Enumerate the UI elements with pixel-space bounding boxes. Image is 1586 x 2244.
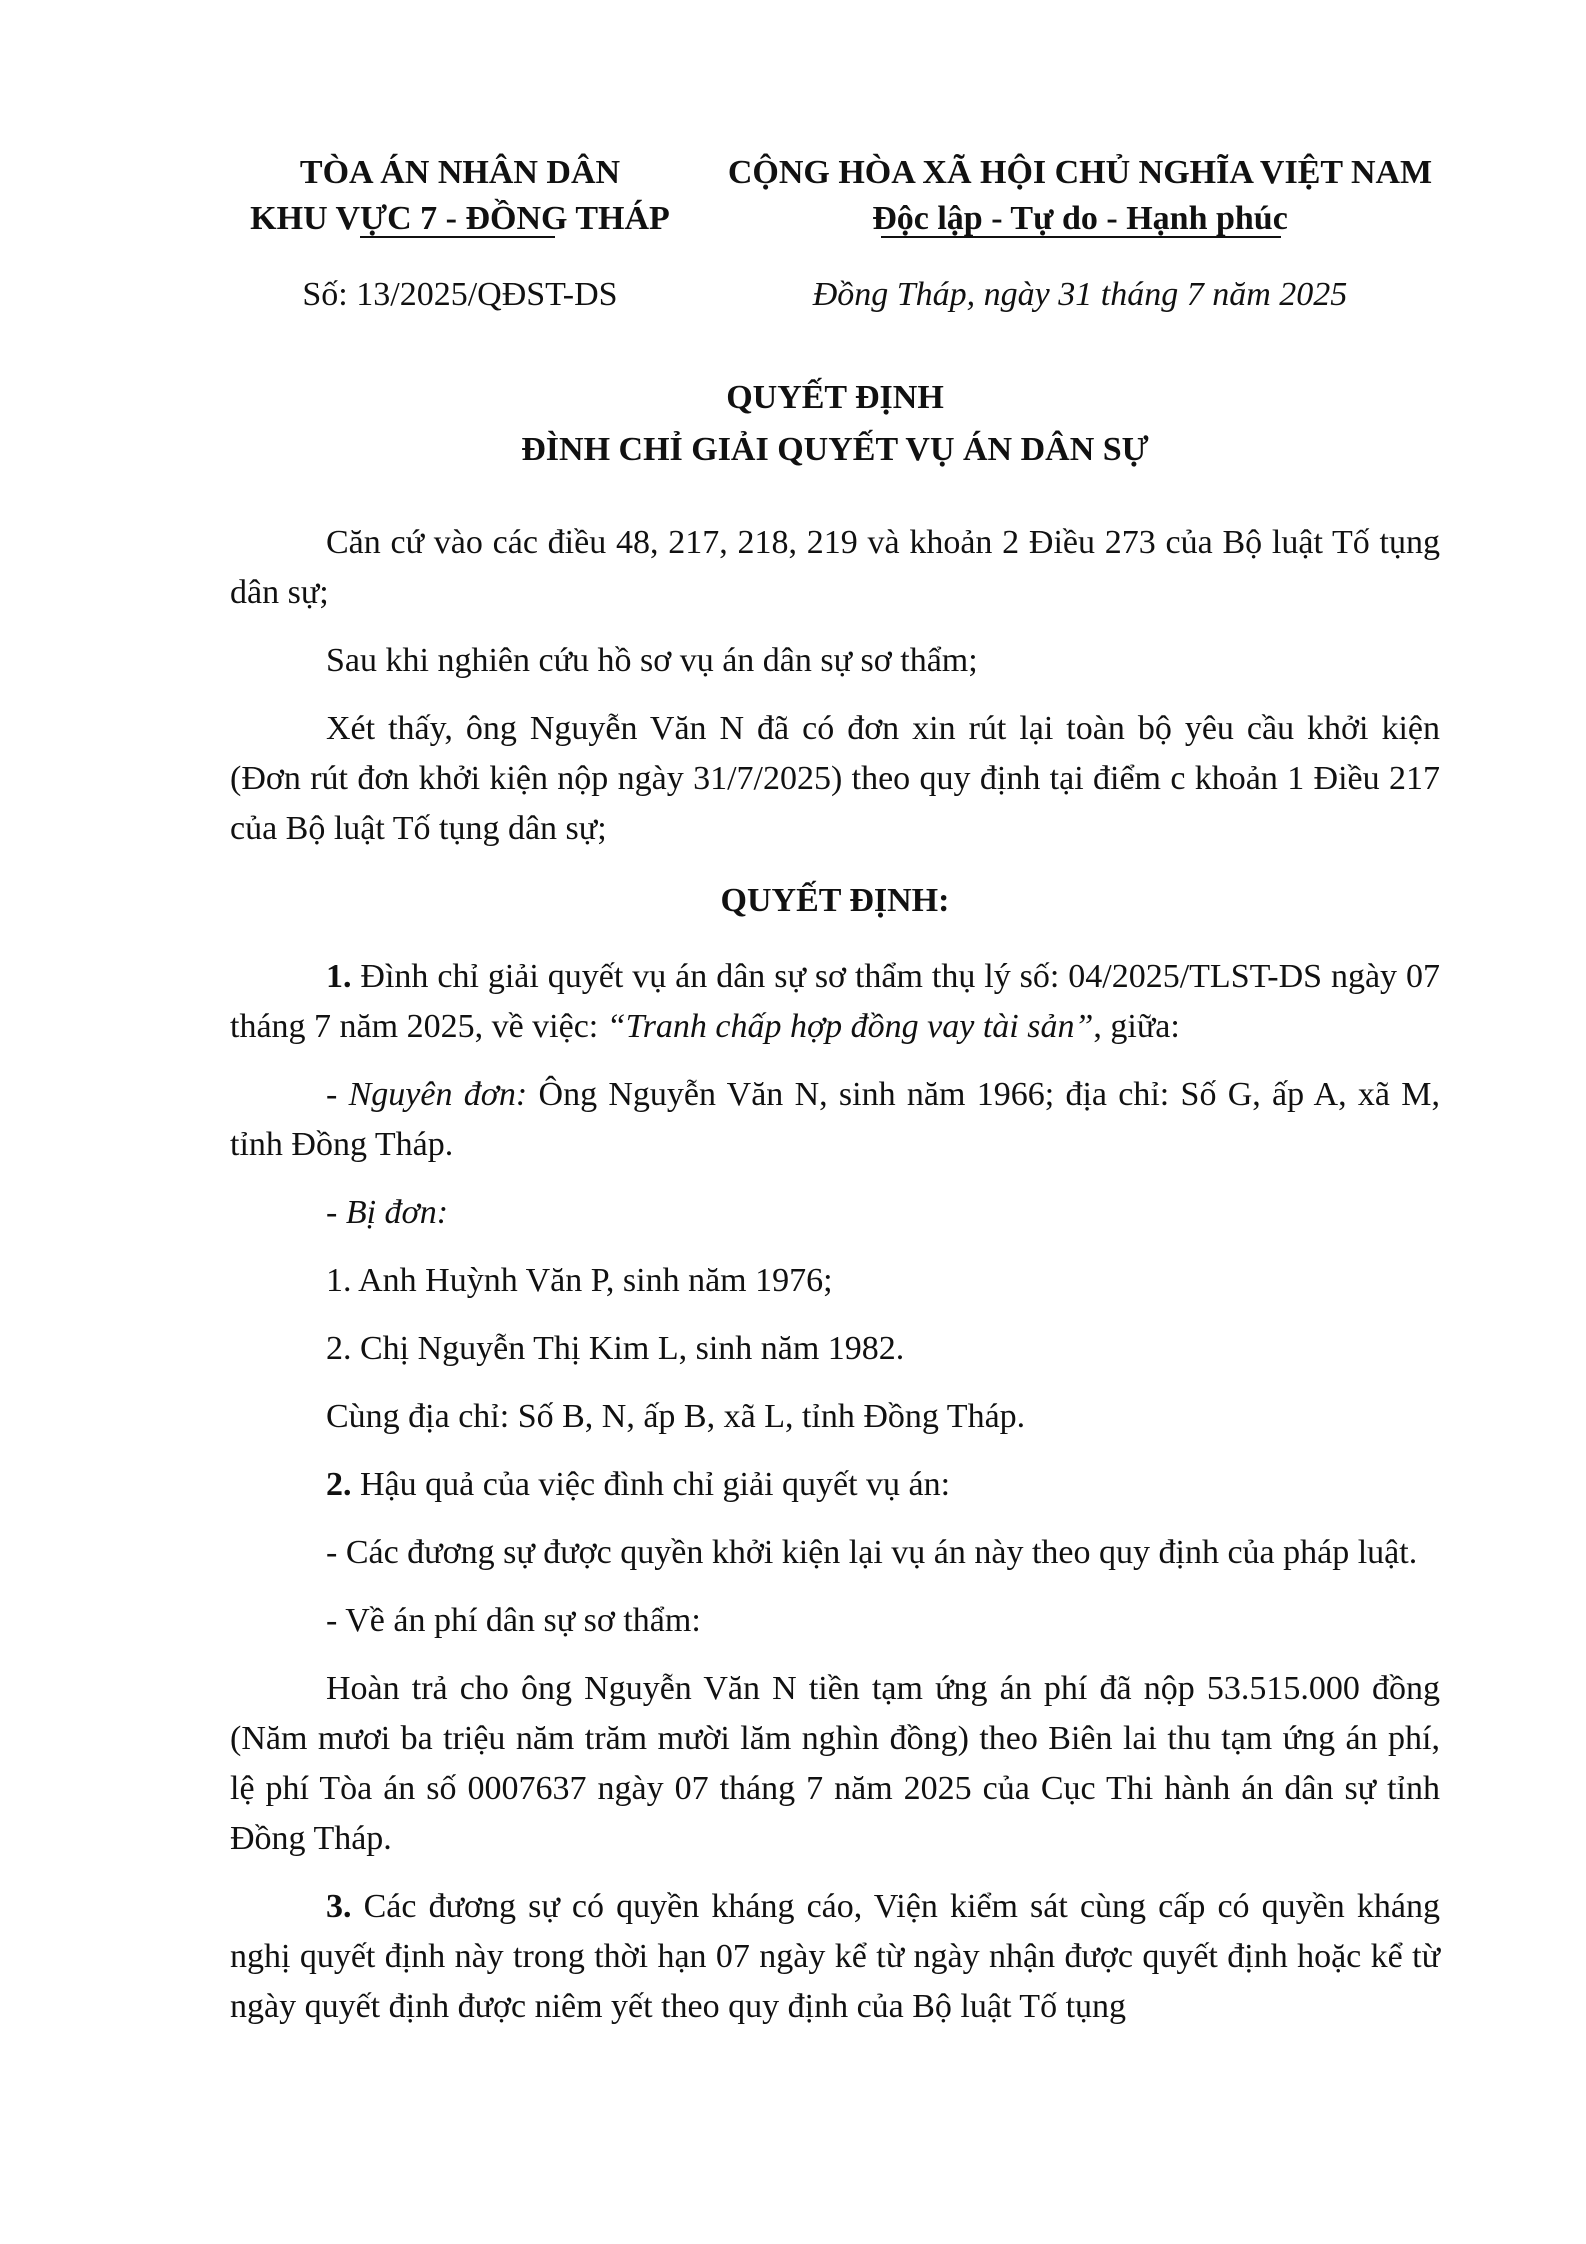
item-1-number: 1. [326,958,352,995]
item-3-number: 3. [326,1888,352,1925]
national-motto: Độc lập - Tự do - Hạnh phúc [872,200,1288,237]
national-motto-rule [881,236,1281,238]
item-1-text-a: Đình chỉ giải quyết vụ án dân sự sơ thẩm thụ lý số: 04/2025/TLST-DS ngày 07 tháng 7 năm 2025, về việc: [230,958,1440,1045]
document-body [230,518,1440,2050]
item-1-text-b: , giữa: [1093,1008,1180,1045]
defendant-label: Bị đơn: [345,1194,449,1231]
court-region: KHU VỰC 7 - ĐỒNG THÁP [250,200,670,237]
fee-refund: Hoàn trả cho ông Nguyễn Văn N tiền tạm ứng án phí đã nộp 53.515.000 đồng (Năm mươi ba triệu năm trăm mười lăm nghìn đồng) theo Biên lai thu tạm ứng án phí, lệ phí Tòa án số 0007637 ngày 07 tháng 7 năm 2025 của Cục Thi hành án dân sự tỉnh Đồng Tháp. [230,1670,1440,1857]
court-header-rule [360,236,555,238]
case-subject: “Tranh chấp hợp đồng vay tài sản” [606,1008,1094,1045]
defendant-heading [230,1188,1440,1238]
document-number: Số: 13/2025/QĐST-DS [302,276,618,313]
place-date: Đồng Tháp, ngày 31 tháng 7 năm 2025 [812,276,1348,313]
plaintiff-label: Nguyên đơn: [348,1076,528,1113]
item-2-bullet-2: - Về án phí dân sự sơ thẩm: [326,1602,701,1639]
court-name: TÒA ÁN NHÂN DÂN [299,154,621,191]
shared-address: Cùng địa chỉ: Số B, N, ấp B, xã L, tỉnh Đồng Tháp. [326,1398,1026,1435]
court-header [230,150,690,242]
title-line-1: QUYẾT ĐỊNH [726,379,944,416]
item-2-bullet-1: - Các đương sự được quyền khởi kiện lại vụ án này theo quy định của pháp luật. [326,1534,1418,1571]
item-2 [230,1460,1440,1510]
title-line-2: ĐÌNH CHỈ GIẢI QUYẾT VỤ ÁN DÂN SỰ [521,431,1149,468]
item-2-text: Hậu quả của việc đình chỉ giải quyết vụ án: [351,1466,951,1503]
defendant-2: 2. Chị Nguyễn Thị Kim L, sinh năm 1982. [326,1330,905,1367]
preamble-finding: Xét thấy, ông Nguyễn Văn N đã có đơn xin rút lại toàn bộ yêu cầu khởi kiện (Đơn rút đơn khởi kiện nộp ngày 31/7/2025) theo quy định tại điểm c khoản 1 Điều 217 của Bộ luật Tố tụng dân sự; [230,710,1440,847]
national-header [690,150,1470,242]
plaintiff-text: Ông Nguyễn Văn N, sinh năm 1966; địa chỉ: Số G, ấp A, xã M, tỉnh Đồng Tháp. [230,1076,1440,1163]
item-3 [230,1882,1440,2032]
plaintiff-dash: - [326,1076,349,1113]
decision-heading: QUYẾT ĐỊNH: [720,882,950,919]
item-3-text: Các đương sự có quyền kháng cáo, Viện kiểm sát cùng cấp có quyền kháng nghị quyết định này trong thời hạn 07 ngày kể từ ngày nhận được quyết định hoặc kể từ ngày quyết định được niêm yết theo quy định của Bộ luật Tố tụng [230,1888,1440,2025]
defendant-dash: - [326,1194,346,1231]
item-1 [230,952,1440,1052]
plaintiff [230,1070,1440,1170]
document-title [230,372,1440,476]
defendant-1: 1. Anh Huỳnh Văn P, sinh năm 1976; [326,1262,833,1299]
national-title: CỘNG HÒA XÃ HỘI CHỦ NGHĨA VIỆT NAM [727,154,1433,191]
preamble-review: Sau khi nghiên cứu hồ sơ vụ án dân sự sơ thẩm; [326,642,978,679]
preamble-legal-basis: Căn cứ vào các điều 48, 217, 218, 219 và khoản 2 Điều 273 của Bộ luật Tố tụng dân sự; [230,524,1440,611]
item-2-number: 2. [326,1466,352,1503]
